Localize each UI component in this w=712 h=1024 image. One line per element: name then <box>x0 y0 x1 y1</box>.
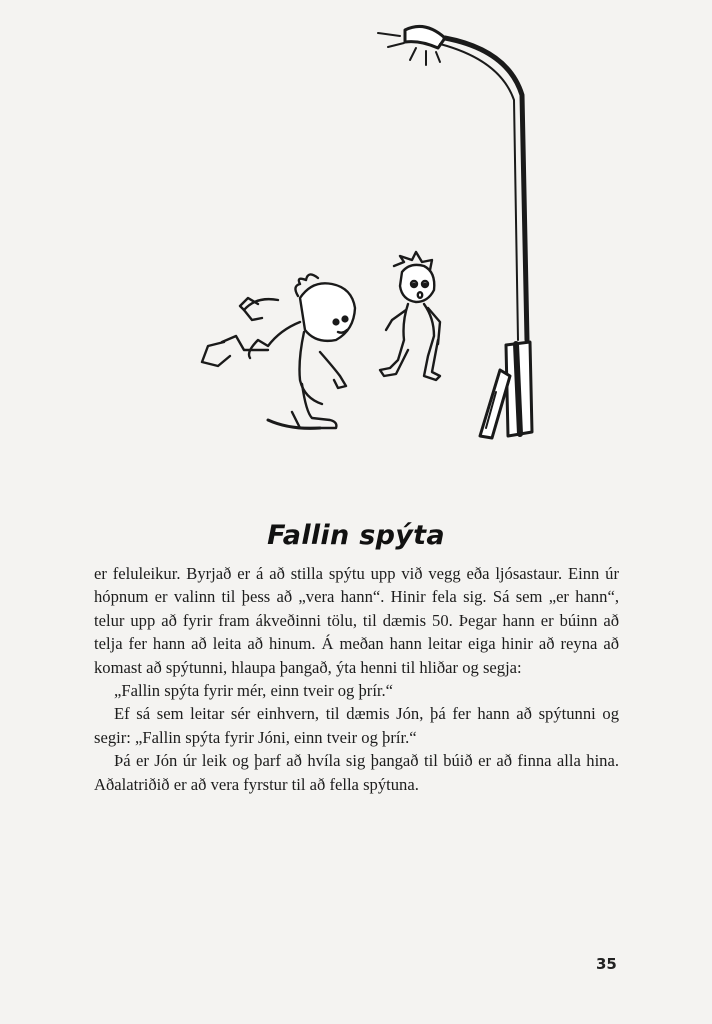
paragraph-example: Ef sá sem leitar sér einhvern, til dæmis Jón, þá fer hann að spýtunni og segir: „Fallin spýta fyrir Jóni, einn tveir og þrír.“ <box>94 704 619 747</box>
lamppost-drawing <box>378 26 532 438</box>
paragraph-outcome: Þá er Jón úr leik og þarf að hvíla sig þangað til búið er að finna alla hina. Aðalatriðið er að vera fyrstur til að fella spýtuna. <box>94 751 619 794</box>
page-title: Fallin spýta <box>267 520 445 552</box>
standing-boy-drawing <box>380 252 440 380</box>
paragraph-intro: er feluleikur. Byrjað er á að stilla spýtu upp við vegg eða ljósastaur. Einn úr hópnum er valinn til þess að „vera hann“. Hinir fela sig. Sá sem „er hann“, telur upp að fyrir fram ákveðinni tölu, til dæmis 50. Þegar hann er búinn að telja fer hann að leita að hinum. Á meðan hann leitar eiga hinir að reyna að komast að spýtunni, hlaupa þangað, ýta henni til hliðar og segja: <box>94 564 619 677</box>
paragraph-chant: „Fallin spýta fyrir mér, einn tveir og þrír.“ <box>114 681 394 701</box>
running-girl-drawing <box>202 274 355 428</box>
illustration-children-lamppost <box>190 18 570 448</box>
page-number: 35 <box>596 955 617 973</box>
body-text <box>94 562 619 796</box>
